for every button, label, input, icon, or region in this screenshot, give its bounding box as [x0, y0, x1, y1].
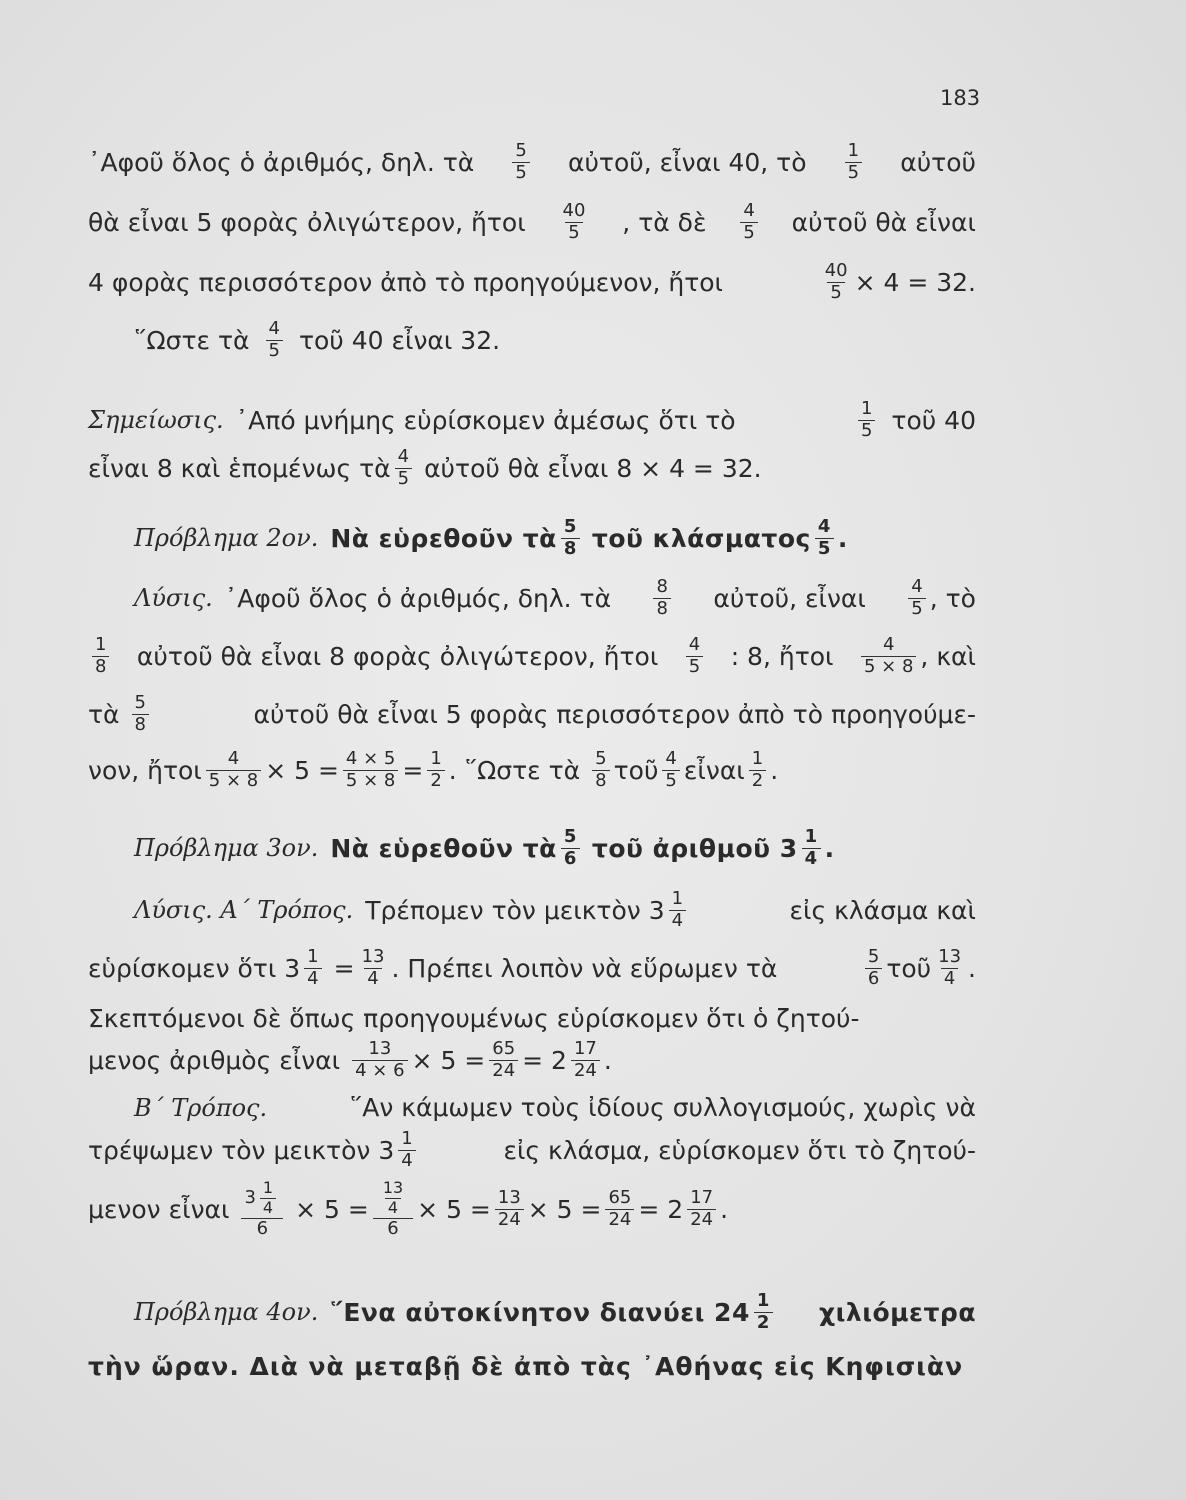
- fraction: $\frac{40}{5}$: [824, 260, 848, 303]
- fraction: $\frac{5}{6}$: [865, 948, 882, 989]
- text: . ῞Ωστε τὰ: [448, 755, 581, 785]
- fraction: $\frac{1}{4}$: [398, 1130, 415, 1171]
- text: αὐτοῦ θὰ εἶναι: [791, 207, 976, 237]
- text: εἰς κλάσμα καὶ: [789, 895, 976, 925]
- solution-method-label: Λύσις. Α΄ Τρόπος.: [134, 896, 354, 925]
- text: ᾿Αφοῦ ὅλος ὁ ἀριθμός, δηλ. τὰ: [88, 147, 475, 177]
- text: .: [603, 1045, 612, 1075]
- compound-fraction: $\frac{\frac{13}{4}}{6}$: [373, 1180, 413, 1238]
- text-line-13: [134, 890, 976, 931]
- text-line-21: [88, 1352, 976, 1381]
- text-line-15: [88, 1004, 976, 1033]
- text: × 5 =: [265, 755, 339, 785]
- fraction: $\frac{4}{5}$: [686, 636, 703, 677]
- text: =: [402, 755, 424, 785]
- text: τοῦ: [886, 953, 932, 983]
- text-line-9: [88, 636, 976, 677]
- text: τὰ: [88, 699, 120, 729]
- text: αὐτοῦ: [900, 147, 976, 177]
- text: αὐτοῦ, εἶναι: [713, 583, 866, 613]
- text-line-17: [134, 1093, 976, 1122]
- fraction: $\frac{1}{2}$: [754, 1292, 773, 1333]
- fraction: $\frac{17}{24}$: [687, 1189, 716, 1230]
- fraction: $\frac{1}{5}$: [858, 400, 875, 441]
- text: , τὸ: [929, 583, 976, 613]
- text-line-19: [88, 1180, 976, 1238]
- text: εἶναι: [683, 755, 745, 785]
- fraction: $\frac{1}{4}$: [260, 1180, 276, 1217]
- text: .: [968, 953, 976, 983]
- text-line-2: [88, 202, 976, 243]
- text-line-8: [134, 578, 976, 619]
- text: εὑρίσκομεν ὅτι 3: [88, 953, 301, 983]
- text: Σκεπτόμενοι δὲ ὅπως προηγουμένως εὑρίσκομεν ὅτι ὁ ζητού-: [88, 1004, 860, 1033]
- text: αὐτοῦ θὰ εἶναι 8 φορὰς ὀλιγώτερον, ἤτοι: [136, 641, 659, 671]
- text: Νὰ εὑρεθοῦν τὰ: [330, 833, 557, 863]
- text: × 5 =: [527, 1194, 602, 1224]
- text: , καὶ: [920, 641, 976, 671]
- text-line-6: [88, 448, 976, 489]
- text: : 8, ἤτοι: [730, 641, 834, 671]
- problem-4-heading: [134, 1292, 976, 1333]
- fraction: $\frac{17}{24}$: [571, 1040, 600, 1081]
- page-number: 183: [940, 86, 981, 110]
- fraction: $\frac{13}{24}$: [495, 1189, 524, 1230]
- text: × 5 =: [295, 1194, 369, 1224]
- text: τρέψωμεν τὸν μεικτὸν 3: [88, 1135, 395, 1165]
- fraction: $\frac{4}{5}$: [662, 750, 679, 791]
- fraction: $\frac{1}{2}$: [427, 750, 444, 791]
- text-line-1: [88, 142, 976, 183]
- fraction: $\frac{1}{8}$: [92, 636, 109, 677]
- fraction: $\frac{40}{5}$: [562, 200, 586, 243]
- text: . Πρέπει λοιπὸν νὰ εὕρωμεν τὰ: [391, 953, 778, 983]
- text: Τρέπομεν τὸν μεικτὸν 3: [365, 895, 665, 925]
- text: νον, ἤτοι: [88, 755, 202, 785]
- text: × 4 = 32.: [854, 267, 976, 297]
- text: τὴν ὥραν. Διὰ νὰ μεταβῇ δὲ ἀπὸ τὰς ᾿Αθήνας εἰς Κηφισιὰν: [88, 1352, 964, 1381]
- problem-label: Πρόβλημα 4ον.: [134, 1298, 319, 1327]
- text: μενος ἀριθμὸς εἶναι: [88, 1045, 341, 1075]
- text: .: [720, 1194, 729, 1224]
- text-line-5: [88, 400, 976, 441]
- text-line-10: [88, 694, 976, 735]
- fraction: $\frac{4}{5}$: [395, 448, 412, 489]
- fraction: $\frac{4}{5 \times 8}$: [206, 750, 261, 791]
- fraction: $\frac{65}{24}$: [489, 1040, 518, 1081]
- text: τοῦ ἀριθμοῦ 3: [591, 833, 798, 863]
- text-line-14: [88, 948, 976, 989]
- text: τοῦ κλάσματος: [591, 523, 811, 553]
- text: θὰ εἶναι 5 φορὰς ὀλιγώτερον, ἤτοι: [88, 207, 526, 237]
- problem-label: Πρόβλημα 2ον.: [134, 524, 319, 553]
- fraction: $\frac{5}{6}$: [561, 828, 580, 869]
- text: , τὰ δὲ: [622, 207, 707, 237]
- problem-2-heading: [134, 518, 1022, 559]
- fraction: $\frac{13}{4}$: [938, 946, 962, 989]
- fraction: $\frac{1}{4}$: [669, 890, 686, 931]
- fraction: $\frac{5}{5}$: [512, 142, 529, 183]
- compound-fraction: 3 $\frac{1}{4}$ 6: [241, 1180, 283, 1238]
- fraction: $\frac{1}{5}$: [845, 142, 862, 183]
- remark-label: Σημείωσις.: [88, 406, 224, 435]
- fraction: $\frac{1}{2}$: [749, 750, 766, 791]
- fraction: $\frac{4}{5}$: [815, 518, 834, 559]
- fraction: $\frac{5}{8}$: [132, 694, 149, 735]
- fraction: $\frac{65}{24}$: [605, 1189, 634, 1230]
- fraction: $\frac{4 \times 5}{5 \times 8}$: [343, 750, 398, 791]
- text-line-16: [88, 1040, 976, 1081]
- text: ῞Αν κάμωμεν τοὺς ἰδίους συλλογισμούς, χωρὶς νὰ: [349, 1093, 976, 1122]
- text: =: [333, 953, 355, 983]
- fraction: $\frac{1}{4}$: [304, 948, 321, 989]
- text: Νὰ εὑρεθοῦν τὰ: [330, 523, 557, 553]
- text-line-18: [88, 1130, 976, 1171]
- text-line-4: [134, 320, 1022, 361]
- text: ᾿Από μνήμης εὑρίσκομεν ἀμέσως ὅτι τὸ: [235, 405, 736, 435]
- text: × 5 =: [417, 1194, 491, 1224]
- text: τοῦ 40 εἶναι 32.: [298, 325, 501, 355]
- fraction: $\frac{4}{5}$: [266, 320, 283, 361]
- fraction: $\frac{8}{8}$: [653, 578, 670, 619]
- text: εἰς κλάσμα, εὑρίσκομεν ὅτι τὸ ζητού-: [503, 1135, 976, 1165]
- text: εἶναι 8 καὶ ἑπομένως τὰ: [88, 453, 391, 483]
- text: ῞Ωστε τὰ: [134, 325, 250, 355]
- fraction: $\frac{13}{4 \times 6}$: [352, 1040, 407, 1081]
- problem-label: Πρόβλημα 3ον.: [134, 834, 319, 863]
- fraction: $\frac{13}{4}$: [382, 1178, 404, 1217]
- fraction: $\frac{4}{5}$: [740, 202, 757, 243]
- text: αὐτοῦ θὰ εἶναι 5 φορὰς περισσότερον ἀπὸ τὸ προηγούμε-: [253, 699, 976, 729]
- text: τοῦ 40: [891, 405, 976, 435]
- problem-3-heading: [134, 828, 1022, 869]
- text: αὐτοῦ, εἶναι 40, τὸ: [567, 147, 807, 177]
- text: = 2: [638, 1194, 684, 1224]
- text: .: [824, 833, 835, 863]
- text: αὐτοῦ θὰ εἶναι 8 × 4 = 32.: [424, 453, 762, 483]
- fraction: $\frac{5}{8}$: [592, 750, 609, 791]
- text: .: [770, 755, 779, 785]
- text-line-11: [88, 750, 976, 791]
- fraction: $\frac{4}{5}$: [908, 578, 925, 619]
- solution-label: Λύσις.: [134, 584, 213, 613]
- text: × 5 =: [411, 1045, 486, 1075]
- fraction: $\frac{1}{4}$: [802, 828, 821, 869]
- text: = 2: [522, 1045, 567, 1075]
- text: τοῦ: [613, 755, 659, 785]
- solution-method-label: Β΄ Τρόπος.: [134, 1093, 268, 1122]
- text: 4 φορὰς περισσότερον ἀπὸ τὸ προηγούμενον, ἤτοι: [88, 267, 723, 297]
- text: χιλιόμετρα: [819, 1297, 976, 1327]
- text: .: [837, 523, 848, 553]
- fraction: $\frac{5}{8}$: [561, 518, 580, 559]
- text-line-3: [88, 262, 976, 303]
- text: ᾿Αφοῦ ὅλος ὁ ἀριθμός, δηλ. τὰ: [224, 583, 612, 613]
- fraction: $\frac{4}{5 \times 8}$: [861, 636, 916, 677]
- fraction: $\frac{13}{4}$: [361, 946, 385, 989]
- text: ῞Ενα αὐτοκίνητον διανύει 24: [330, 1297, 750, 1327]
- text: μενον εἶναι: [88, 1194, 230, 1224]
